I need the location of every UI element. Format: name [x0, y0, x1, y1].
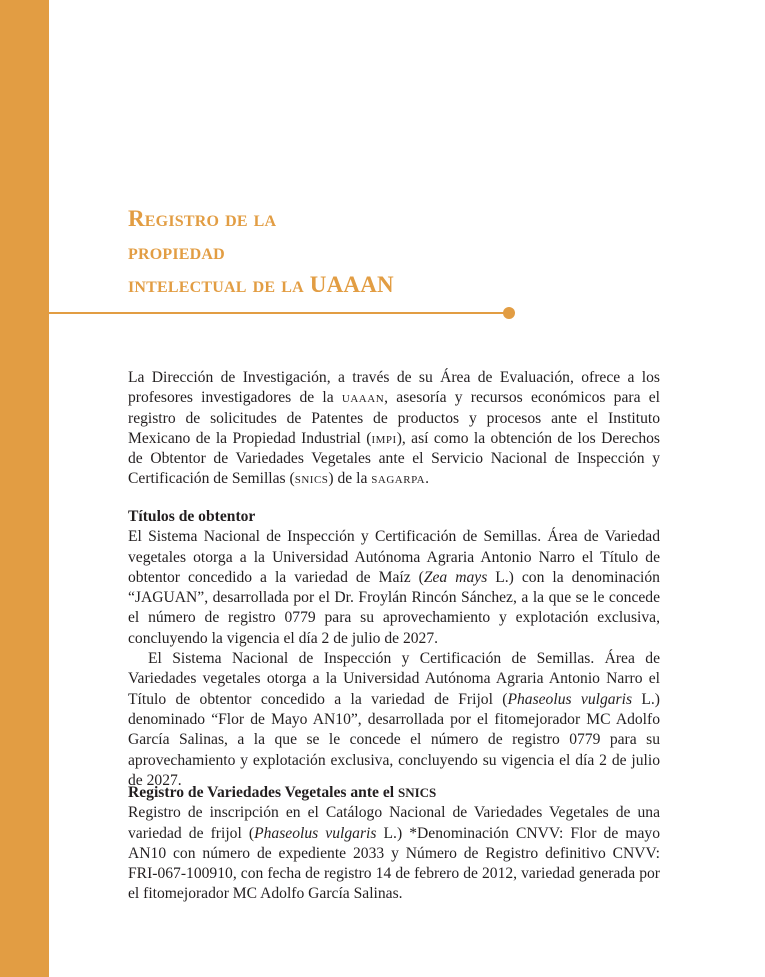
- paragraph-text: L.) con la denominación “JAGUAN”, desarrollada por el Dr. Froylán Rincón Sánchez, a la que se le concede el número de registro 0779 para su aprovechamiento y explotación exclusiva, concluyendo la vigencia el día 2 de julio de 2027.: [128, 568, 660, 647]
- intro-text: ), así como la obtención de los Derechos de Obtentor de Variedades Vegetales ante el Servicio Nacional de Inspección y Certificación de Semillas (: [128, 429, 660, 488]
- intro-text: .: [425, 470, 430, 488]
- intro-text: ) de la: [328, 470, 372, 488]
- intro-text: La Dirección de Investigación, a través de su Área de Evaluación, ofrece a los profesores investigadores de la: [128, 369, 660, 407]
- intro-paragraph: [128, 368, 660, 490]
- title-line-3: intelectual de la UAAAN: [128, 272, 394, 297]
- section-titulos-obtentor: [128, 507, 660, 791]
- section-heading: [128, 783, 660, 803]
- decorative-sidebar-band: [0, 0, 49, 977]
- abbr-snics: SNICS: [397, 785, 437, 800]
- paragraph-text: L.) denominado “Flor de Mayo AN10”, desarrollada por el fitomejorador MC Adolfo García Salinas, a la que se le concede el número de registro 0779 para su aprovechamiento y explotación exclusiva, concluyendo su vigencia el día 2 de julio de 2027.: [128, 690, 660, 789]
- page-title: [128, 202, 394, 301]
- title-underline-rule: [49, 312, 509, 314]
- species-name: Zea mays: [423, 568, 488, 586]
- paragraph-text: El Sistema Nacional de Inspección y Certificación de Semillas. Área de Variedad vegetales otorga a la Universidad Autónoma Agraria Antonio Narro el Título de obtentor concedido a la variedad de Maíz (: [128, 528, 660, 586]
- paragraph-text: El Sistema Nacional de Inspección y Certificación de Semillas. Área de Variedades vegetales otorga a la Universidad Autónoma Agraria Antonio Narro el Título de obtentor concedido a la variedad de Frijol (: [128, 650, 660, 708]
- section-registro-variedades: [128, 783, 660, 905]
- section-heading: Títulos de obtentor: [128, 508, 256, 525]
- section-paragraph: [128, 803, 660, 904]
- species-name: Phaseolus vulgaris: [254, 824, 377, 842]
- abbr-impi: impi: [371, 429, 397, 447]
- abbr-snics: snics: [294, 470, 329, 488]
- intro-text: , asesoría y recursos económicos para el registro de solicitudes de Patentes de productos y procesos ante el Instituto Mexicano de la Propiedad Industrial (: [128, 389, 660, 447]
- species-name: Phaseolus vulgaris: [507, 690, 633, 708]
- rule-end-dot-icon: [503, 307, 515, 319]
- title-line-1: Registro de la: [128, 206, 277, 231]
- section-paragraph: [128, 649, 660, 791]
- paragraph-text: Registro de inscripción en el Catálogo Nacional de Variedades Vegetales de una variedad de frijol (: [128, 804, 660, 842]
- section-paragraph: [128, 527, 660, 649]
- heading-text: Registro de Variedades Vegetales ante el: [128, 784, 398, 801]
- title-line-2: propiedad: [128, 239, 225, 264]
- abbr-sagarpa: sagarpa: [371, 470, 426, 488]
- abbr-uaaan: uaaan: [341, 389, 385, 407]
- paragraph-text: L.) *Denominación CNVV: Flor de mayo AN10 con número de expediente 2033 y Número de Registro definitivo CNVV: FRI-067-100910, con fecha de registro 14 de febrero de 2012, variedad generada por el fitomejorador MC Adolfo García Salinas.: [128, 824, 660, 903]
